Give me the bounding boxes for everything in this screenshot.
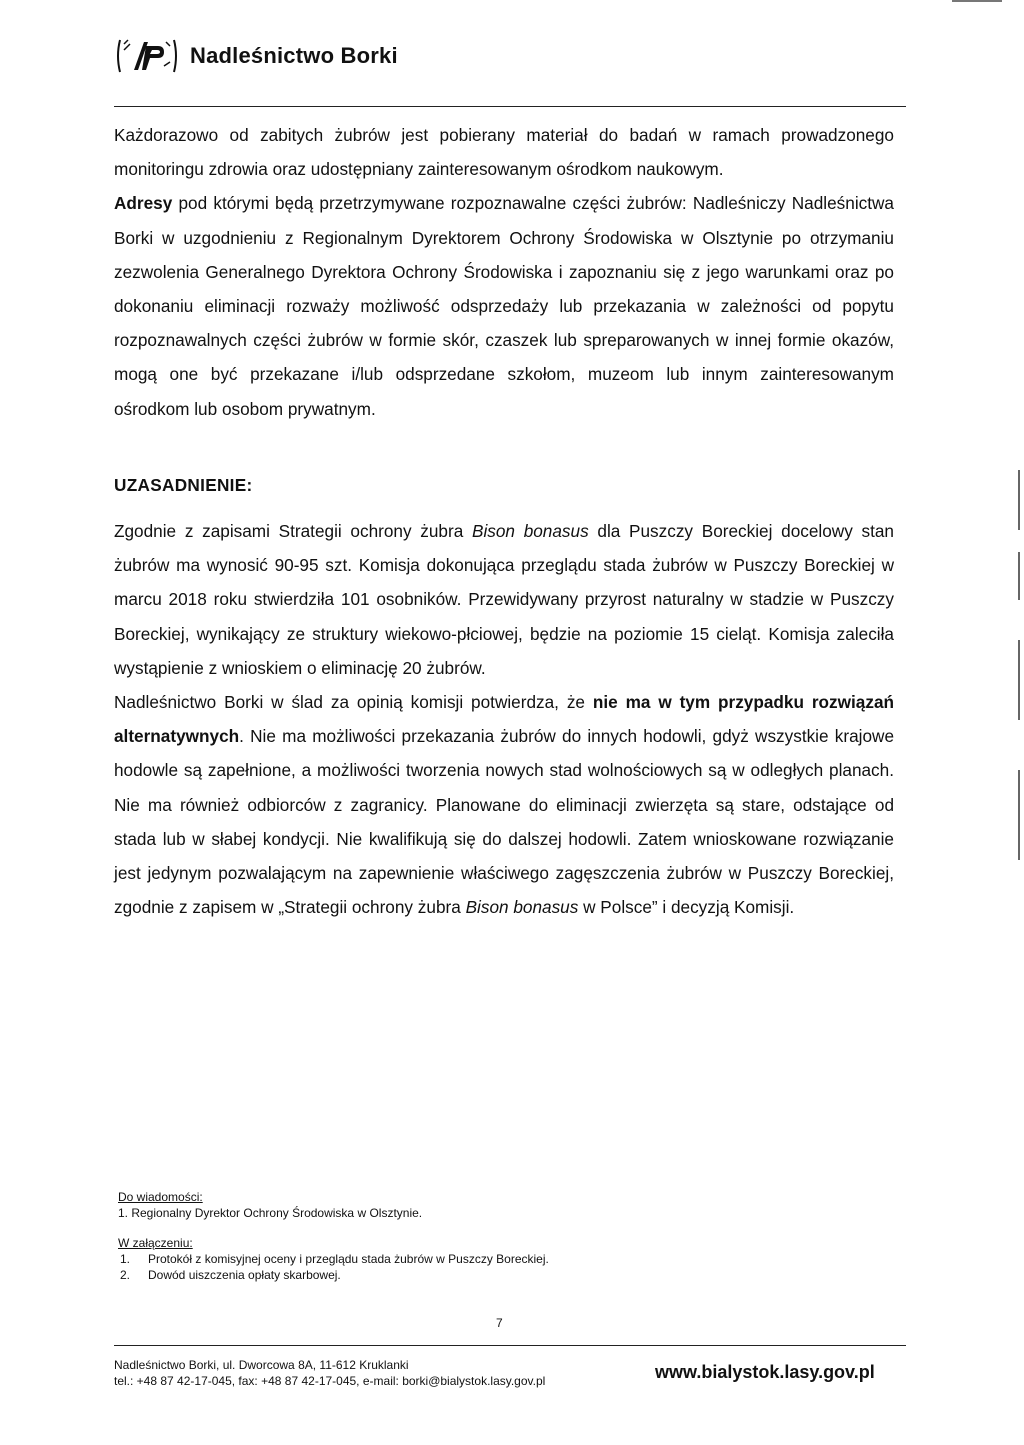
page-number: 7 (496, 1316, 503, 1330)
paragraph-conclusion: Nadleśnictwo Borki w ślad za opinią komisji potwierdza, że nie ma w tym przypadku rozwiązań alternatywnych. Nie ma możliwości przekazania żubrów do innych hodowli, gdyż wszystkie krajowe hodowle są zapełnione, a możliwości tworzenia nowych stad wolnościowych są w odległych planach. Nie ma również odbiorców z zagranicy. Planowane do eliminacji zwierzęta są stare, odstające od stada lub w słabej kondycji. Nie kwalifikują się do dalszej hodowli. Zatem wnioskowane rozwiązanie jest jedynym pozwalającym na zapewnienie właściwego zagęszczenia żubrów w Puszczy Boreckiej, zgodnie z zapisem w „Strategii ochrony żubra Bison bonasus w Polsce” i decyzją Komisji. (114, 692, 894, 918)
addresses-label: Adresy (114, 193, 173, 214)
recipients-label: Do wiadomości: (118, 1190, 203, 1204)
section-heading-justification: UZASADNIENIE: (114, 474, 253, 495)
paragraph-strategy: Zgodnie z zapisami Strategii ochrony żubra Bison bonasus dla Puszczy Boreckiej docelowy stan żubrów ma wynosić 90-95 szt. Komisja dokonująca przeglądu stada żubrów w Puszczy Boreckiej w marcu 2018 roku stwierdziła 101 osobników. Przewidywany przyrost naturalny w stadzie w Puszczy Boreckiej, wynikający ze struktury wiekowo-płciowej, będzie na poziomie 15 cieląt. Komisja zaleciła wystąpienie z wnioskiem o eliminację 20 żubrów. (114, 521, 894, 678)
footer-phone-email: tel.: +48 87 42-17-045, fax: +48 87 42-17-045, e-mail: borki@bialystok.lasy.gov.pl (114, 1374, 546, 1388)
paragraph-addresses: Adresy pod którymi będą przetrzymywane rozpoznawalne części żubrów: Nadleśniczy Nadleśnictwa Borki w uzgodnieniu z Regionalnym Dyrektorem Ochrony Środowiska w Olsztynie po otrzymaniu zezwolenia Generalnego Dyrektora Ochrony Środowiska i zapoznaniu się z jego warunkami oraz po dokonaniu eliminacji rozważy możliwość odsprzedaży lub przekazania w zależności od popytu rozpoznawalnych części żubrów w formie skór, czaszek lub spreparowanych w innej formie okazów, mogą one być przekazane i/lub odsprzedane szkołom, muzeom lub innym zainteresowanym ośrodkom lub osobom prywatnym. (114, 193, 894, 419)
footer-contact (114, 1357, 545, 1389)
scan-edge-mark (952, 0, 1002, 2)
header-divider (114, 106, 906, 107)
attachment-item: 1. Protokół z komisyjnej oceny i przeglądu stada żubrów w Puszczy Boreckiej. (120, 1252, 549, 1266)
footer-address: Nadleśnictwo Borki, ul. Dworcowa 8A, 11-612 Kruklanki (114, 1358, 409, 1372)
footer-website-link[interactable]: www.bialystok.lasy.gov.pl (655, 1362, 875, 1382)
institution-name: Nadleśnictwo Borki (190, 43, 398, 68)
document-body (114, 118, 894, 924)
attachments-label: W załączeniu: (118, 1236, 193, 1250)
footer-divider (114, 1345, 906, 1346)
paragraph-monitoring: Każdorazowo od zabitych żubrów jest pobierany materiał do badań w ramach prowadzonego monitoringu zdrowia oraz udostępniany zainteresowanym ośrodkom naukowym. (114, 125, 894, 180)
lasy-panstwowe-logo-icon (114, 36, 180, 76)
letterhead (114, 36, 398, 76)
recipient-item: 1. Regionalny Dyrektor Ochrony Środowiska w Olsztynie. (118, 1206, 423, 1220)
distribution-notes (118, 1189, 549, 1283)
attachment-item: 2. Dowód uiszczenia opłaty skarbowej. (120, 1268, 341, 1282)
scan-margin-lines (1014, 0, 1024, 1445)
